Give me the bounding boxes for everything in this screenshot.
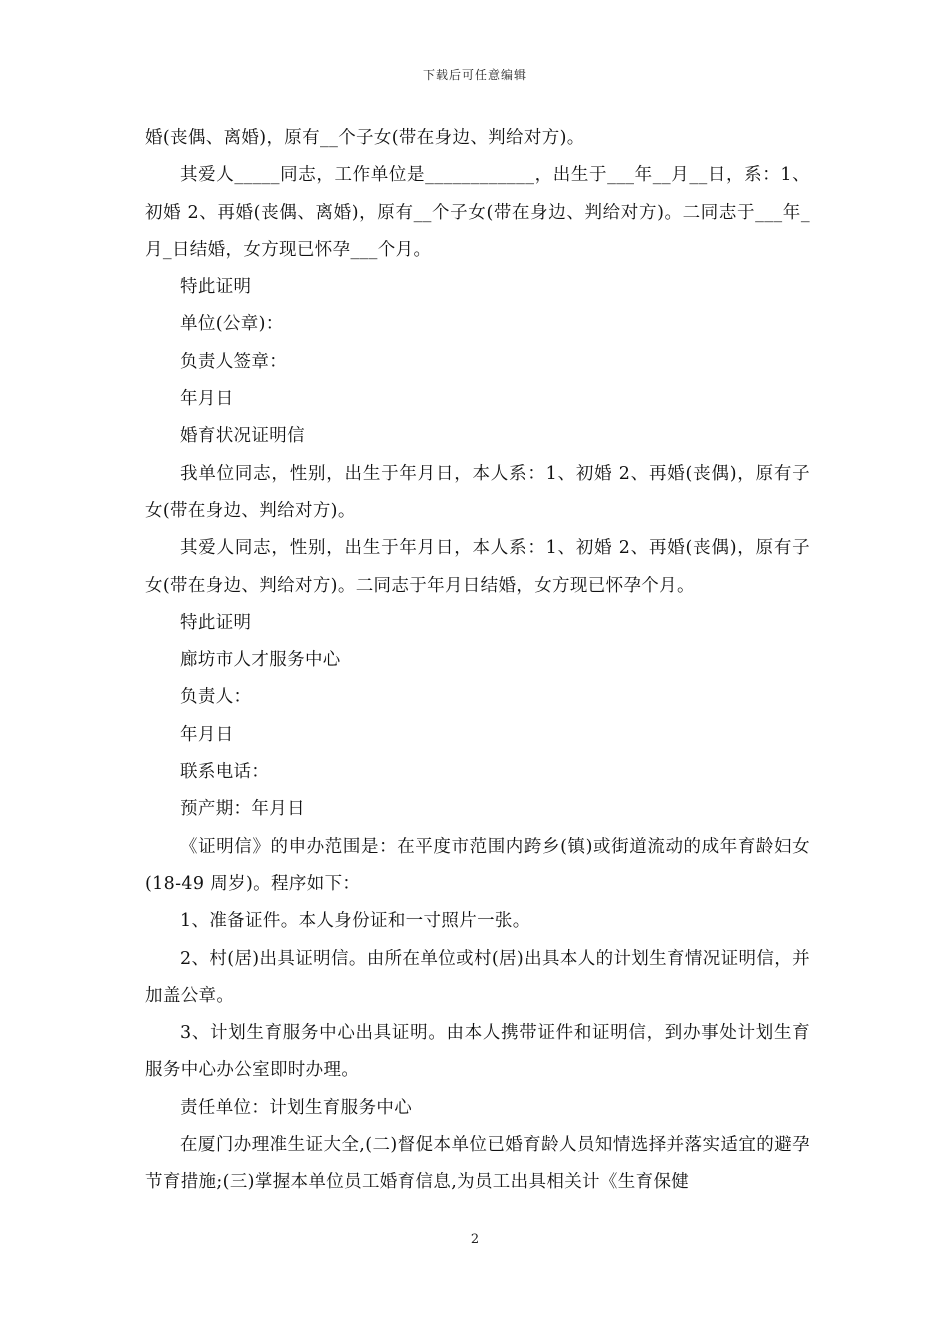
paragraph: 1、准备证件。本人身份证和一寸照片一张。 <box>180 911 531 932</box>
paragraph: 特此证明 <box>180 612 252 633</box>
paragraph: 《证明信》的申办范围是：在平度市范围内跨乡(镇)或街道流动的成年育龄妇女(18-49 周岁)。程序如下： <box>145 836 810 894</box>
paragraph: 责任单位：计划生育服务中心 <box>180 1097 413 1118</box>
paragraph: 负责人签章： <box>180 351 288 372</box>
paragraph: 我单位同志，性别，出生于年月日，本人系：1、初婚 2、再婚(丧偶)，原有子女(带在身边、判给对方)。 <box>145 463 810 521</box>
paragraph: 廊坊市人才服务中心 <box>180 650 341 671</box>
page-number: 2 <box>470 1232 480 1247</box>
paragraph: 婚(丧偶、离婚)，原有__个子女(带在身边、判给对方)。 <box>145 128 585 148</box>
section-title: 婚育状况证明信 <box>180 426 305 447</box>
paragraph: 预产期：年月日 <box>180 799 305 820</box>
paragraph: 联系电话： <box>180 762 270 783</box>
paragraph: 3、计划生育服务中心出具证明。由本人携带证件和证明信，到办事处计划生育服务中心办公室即时办理。 <box>145 1023 810 1081</box>
paragraph: 年月日 <box>180 724 234 745</box>
page-header: 下载后可任意编辑 <box>422 68 527 82</box>
paragraph: 特此证明 <box>180 277 252 298</box>
paragraph: 其爱人_____同志，工作单位是____________，出生于___年__月__日，系：1、初婚 2、再婚(丧偶、离婚)，原有__个子女(带在身边、判给对方)。二同志于___年_月_日结婚，女方现已怀孕___个月。 <box>145 165 810 260</box>
paragraph: 其爱人同志，性别，出生于年月日，本人系：1、初婚 2、再婚(丧偶)，原有子女(带在身边、判给对方)。二同志于年月日结婚，女方现已怀孕个月。 <box>145 538 810 596</box>
paragraph: 年月日 <box>180 389 234 410</box>
paragraph: 负责人： <box>180 687 252 708</box>
document-body <box>145 120 810 1202</box>
paragraph: 在厦门办理准生证大全,(二)督促本单位已婚育龄人员知情选择并落实适宜的避孕节育措施;(三)掌握本单位员工婚育信息,为员工出具相关计《生育保健 <box>145 1135 810 1193</box>
paragraph: 单位(公章)： <box>180 314 284 335</box>
paragraph: 2、村(居)出具证明信。由所在单位或村(居)出具本人的计划生育情况证明信，并加盖公章。 <box>145 948 810 1006</box>
